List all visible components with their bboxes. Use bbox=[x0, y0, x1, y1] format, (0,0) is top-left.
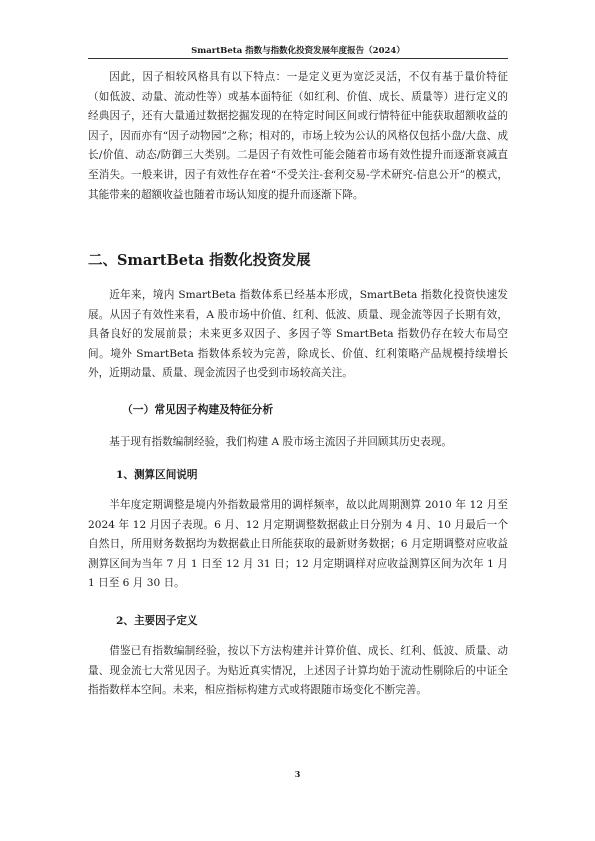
item-heading-measurement-period: 1、测算区间说明 bbox=[116, 469, 198, 481]
item-heading-factor-definition: 2、主要因子定义 bbox=[116, 615, 198, 627]
section-paragraph: 近年来，境内 SmartBeta 指数体系已经基本形成，SmartBeta 指数化投资快速发展。从因子有效性来看，A 股市场中价值、红利、低波、质量、现金流等因子长期有效，具备良好的发展前景；未来更多双因子、多因子等 SmartBeta 指数仍存在较大布局空间。境外 SmartBeta 指数体系较为完善，除成长、价值、红利策略产品规模持续增长外，近期动量、质量、现金流因子也受到市场较高关注。 bbox=[88, 289, 508, 380]
running-header: SmartBeta 指数与指数化投资发展年度报告（2024） bbox=[191, 46, 405, 56]
intro-paragraph: 因此，因子相较风格具有以下特点：一是定义更为宽泛灵活，不仅有基于量价特征（如低波、动量、流动性等）或基本面特征（如红利、价值、成长、质量等）进行定义的经典因子，还有大量通过数据挖掘发现的在特定时间区间或行情特征中能获取超额收益的因子，因而亦有“因子动物园”之称；相对的，市场上较为公认的风格仅包括小盘/大盘、成长/价值、动态/防御三大类别。二是因子有效性可能会随着市场有效性提升而逐渐衰减直至消失。一般来讲，因子有效性存在着“不受关注-套利交易-学术研究-信息公开”的模式，其能带来的超额收益也随着市场认知度的提升而逐渐下降。 bbox=[88, 71, 508, 201]
header-divider bbox=[88, 58, 508, 59]
page-number: 3 bbox=[294, 769, 301, 779]
section-heading-smartbeta-development: 二、SmartBeta 指数化投资发展 bbox=[88, 252, 311, 269]
item-paragraph-measurement-period: 半年度定期调整是境内外指数最常用的调样频率，故以此周期测算 2010 年 12 月至 2024 年 12 月因子表现。6 月、12 月定期调整数据截止日分别为 4 月、10 月最后一个自然日，所用财务数据均为数据截止日所能获取的最新财务数据；6 月定期调整对应收益测算区间为当年 7 月 1 日至 12 月 31 日；12 月定期调样对应收益测算区间为次年 1 月 1 日至 6 月 30 日。 bbox=[88, 499, 508, 590]
subsection-heading-factor-construction: （一）常见因子构建及特征分析 bbox=[122, 403, 274, 416]
item-paragraph-factor-definition: 借鉴已有指数编制经验，按以下方法构建并计算价值、成长、红利、低波、质量、动量、现金流七大常见因子。为贴近真实情况，上述因子计算均始于流动性剔除后的中证全指指数样本空间。未来，相应指标构建方式或将跟随市场变化不断完善。 bbox=[88, 645, 508, 697]
subsection-paragraph: 基于现有指数编制经验，我们构建 A 股市场主流因子并回顾其历史表现。 bbox=[109, 436, 452, 448]
